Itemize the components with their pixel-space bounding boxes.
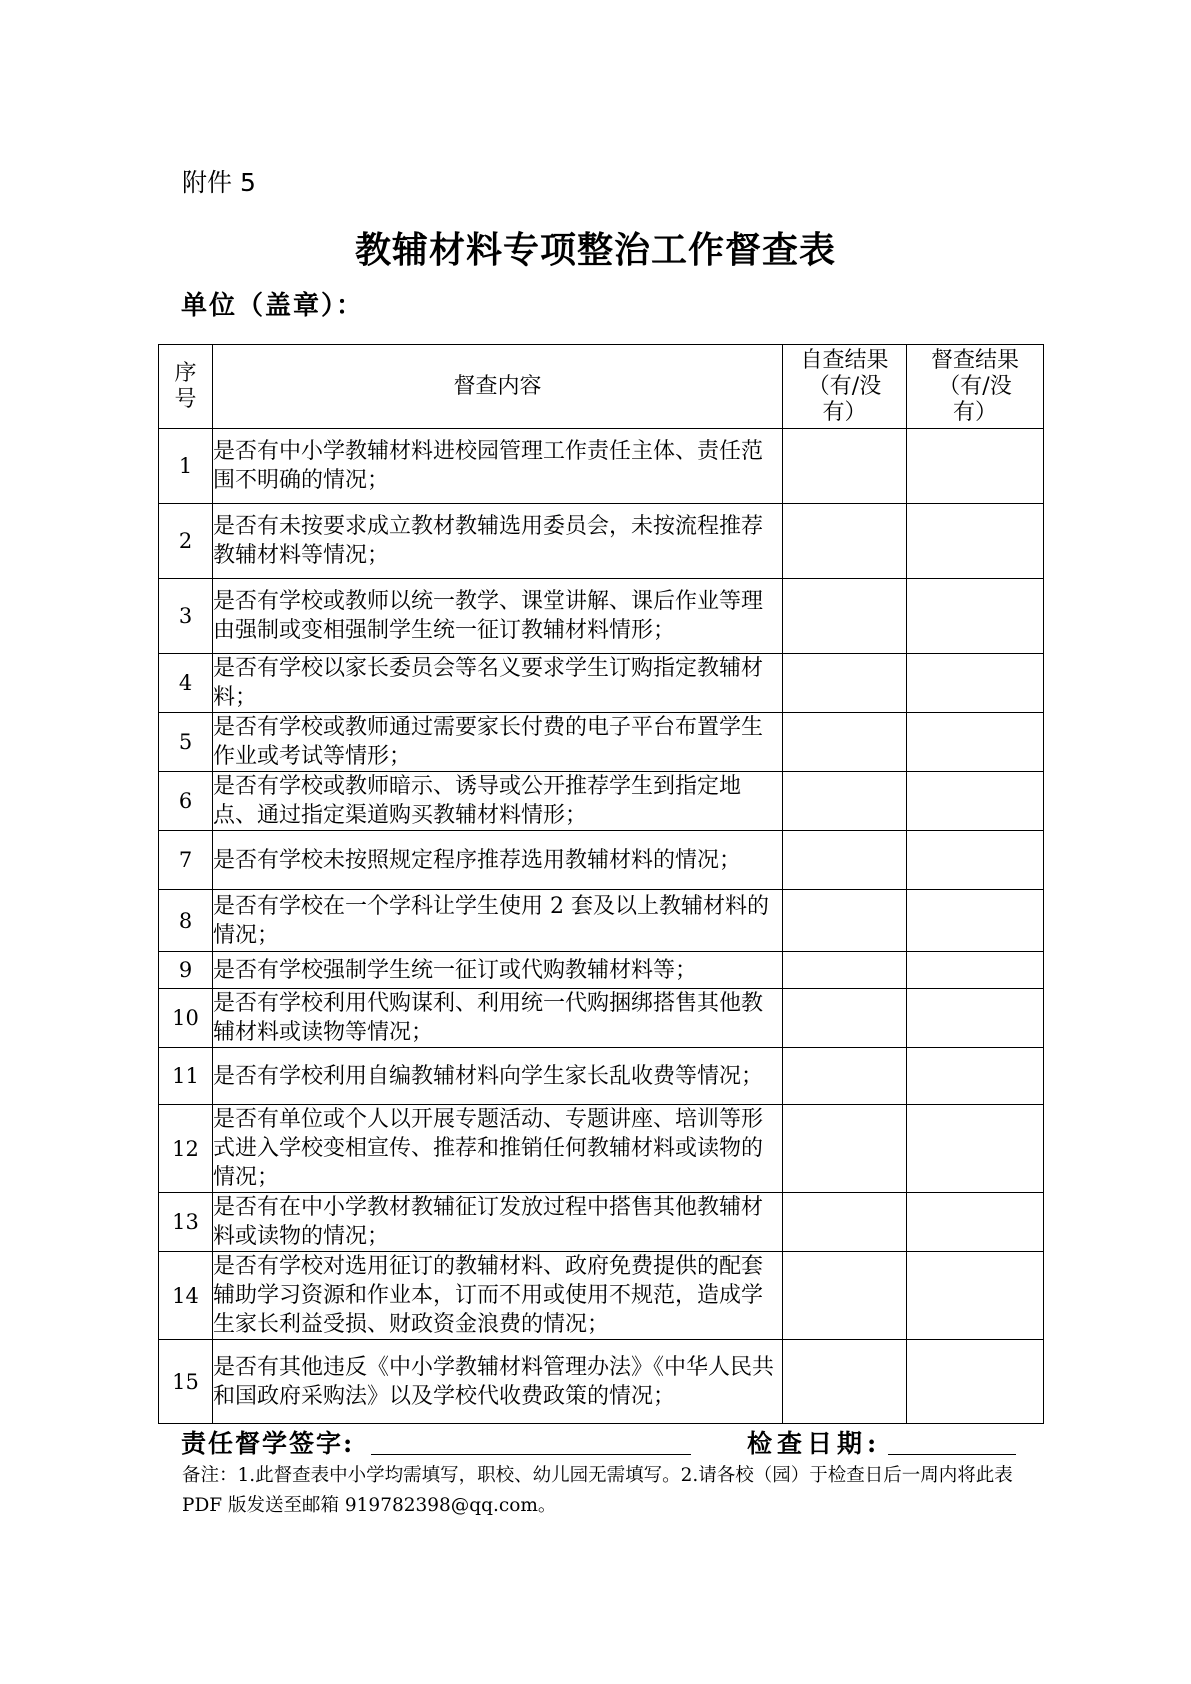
row-number: 5 xyxy=(159,713,213,772)
self-check-cell[interactable] xyxy=(783,1340,907,1424)
supervision-cell[interactable] xyxy=(907,890,1044,952)
self-check-cell[interactable] xyxy=(783,772,907,831)
table-row xyxy=(159,989,1044,1048)
self-check-cell[interactable] xyxy=(783,429,907,504)
self-check-cell[interactable] xyxy=(783,1048,907,1105)
table-header-row xyxy=(159,345,1044,429)
self-check-cell[interactable] xyxy=(783,579,907,654)
self-check-cell[interactable] xyxy=(783,654,907,713)
supervision-cell[interactable] xyxy=(907,713,1044,772)
row-number: 9 xyxy=(159,952,213,989)
self-check-cell[interactable] xyxy=(783,1105,907,1193)
attachment-label: 附件 5 xyxy=(182,168,256,197)
row-number: 3 xyxy=(159,579,213,654)
row-number: 10 xyxy=(159,989,213,1048)
unit-seal-label: 单位（盖章）： xyxy=(181,291,365,321)
header-no: 序号 xyxy=(159,345,213,429)
table-row xyxy=(159,713,1044,772)
row-content: 是否有学校未按照规定程序推荐选用教辅材料的情况； xyxy=(213,831,783,890)
supervision-cell[interactable] xyxy=(907,831,1044,890)
supervision-cell[interactable] xyxy=(907,952,1044,989)
supervision-cell[interactable] xyxy=(907,504,1044,579)
row-number: 11 xyxy=(159,1048,213,1105)
signature-label: 责任督学签字: xyxy=(181,1429,355,1458)
header-self-check: 自查结果（有/没有） xyxy=(783,345,907,429)
check-date-line[interactable] xyxy=(888,1454,1016,1455)
table-row xyxy=(159,831,1044,890)
row-content: 是否有其他违反《中小学教辅材料管理办法》《中华人民共和国政府采购法》以及学校代收费政策的情况； xyxy=(213,1340,783,1424)
supervision-cell[interactable] xyxy=(907,1340,1044,1424)
row-number: 13 xyxy=(159,1193,213,1252)
row-number: 8 xyxy=(159,890,213,952)
table-row xyxy=(159,772,1044,831)
supervision-cell[interactable] xyxy=(907,1193,1044,1252)
self-check-cell[interactable] xyxy=(783,1252,907,1340)
page-title: 教辅材料专项整治工作督查表 xyxy=(354,229,836,271)
supervision-cell[interactable] xyxy=(907,654,1044,713)
row-content: 是否有学校或教师暗示、诱导或公开推荐学生到指定地点、通过指定渠道购买教辅材料情形； xyxy=(213,772,783,831)
row-content: 是否有学校以家长委员会等名义要求学生订购指定教辅材料； xyxy=(213,654,783,713)
row-number: 1 xyxy=(159,429,213,504)
remark-note: 备注：1.此督查表中小学均需填写，职校、幼儿园无需填写。2.请各校（园）于检查日后一周内将此表 PDF 版发送至邮箱 919782398@qq.com。 xyxy=(182,1465,1013,1516)
row-number: 7 xyxy=(159,831,213,890)
row-content: 是否有中小学教辅材料进校园管理工作责任主体、责任范围不明确的情况； xyxy=(213,429,783,504)
row-content: 是否有学校强制学生统一征订或代购教辅材料等； xyxy=(213,952,783,989)
table-row xyxy=(159,1252,1044,1340)
supervision-cell[interactable] xyxy=(907,1252,1044,1340)
table-row xyxy=(159,429,1044,504)
row-number: 12 xyxy=(159,1105,213,1193)
signature-line[interactable] xyxy=(371,1454,691,1455)
self-check-cell[interactable] xyxy=(783,713,907,772)
table-row xyxy=(159,1105,1044,1193)
table-row xyxy=(159,1340,1044,1424)
self-check-cell[interactable] xyxy=(783,831,907,890)
supervision-cell[interactable] xyxy=(907,1105,1044,1193)
self-check-cell[interactable] xyxy=(783,989,907,1048)
self-check-cell[interactable] xyxy=(783,1193,907,1252)
table-row xyxy=(159,654,1044,713)
row-content: 是否有在中小学教材教辅征订发放过程中搭售其他教辅材料或读物的情况； xyxy=(213,1193,783,1252)
row-content: 是否有学校在一个学科让学生使用 2 套及以上教辅材料的情况； xyxy=(213,890,783,952)
row-content: 是否有学校对选用征订的教辅材料、政府免费提供的配套辅助学习资源和作业本，订而不用或使用不规范，造成学生家长利益受损、财政资金浪费的情况； xyxy=(213,1252,783,1340)
signature-row xyxy=(181,1424,1021,1458)
table-row xyxy=(159,504,1044,579)
row-content: 是否有单位或个人以开展专题活动、专题讲座、培训等形式进入学校变相宣传、推荐和推销任何教辅材料或读物的情况； xyxy=(213,1105,783,1193)
supervision-cell[interactable] xyxy=(907,1048,1044,1105)
header-supervision: 督查结果（有/没有） xyxy=(907,345,1044,429)
supervision-cell[interactable] xyxy=(907,429,1044,504)
row-content: 是否有学校或教师以统一教学、课堂讲解、课后作业等理由强制或变相强制学生统一征订教辅材料情形； xyxy=(213,579,783,654)
self-check-cell[interactable] xyxy=(783,952,907,989)
supervision-cell[interactable] xyxy=(907,989,1044,1048)
self-check-cell[interactable] xyxy=(783,504,907,579)
header-content: 督查内容 xyxy=(213,345,783,429)
row-content: 是否有学校利用代购谋利、利用统一代购捆绑搭售其他教辅材料或读物等情况； xyxy=(213,989,783,1048)
table-row xyxy=(159,890,1044,952)
supervision-cell[interactable] xyxy=(907,579,1044,654)
table-row xyxy=(159,1048,1044,1105)
row-number: 4 xyxy=(159,654,213,713)
supervision-cell[interactable] xyxy=(907,772,1044,831)
row-content: 是否有学校或教师通过需要家长付费的电子平台布置学生作业或考试等情形； xyxy=(213,713,783,772)
inspection-table xyxy=(158,344,1044,1424)
row-number: 6 xyxy=(159,772,213,831)
self-check-cell[interactable] xyxy=(783,890,907,952)
row-number: 15 xyxy=(159,1340,213,1424)
row-number: 14 xyxy=(159,1252,213,1340)
check-date-label: 检查日期: xyxy=(747,1429,882,1458)
row-number: 2 xyxy=(159,504,213,579)
row-content: 是否有学校利用自编教辅材料向学生家长乱收费等情况； xyxy=(213,1048,783,1105)
table-row xyxy=(159,579,1044,654)
table-row xyxy=(159,1193,1044,1252)
table-row xyxy=(159,952,1044,989)
row-content: 是否有未按要求成立教材教辅选用委员会，未按流程推荐教辅材料等情况； xyxy=(213,504,783,579)
